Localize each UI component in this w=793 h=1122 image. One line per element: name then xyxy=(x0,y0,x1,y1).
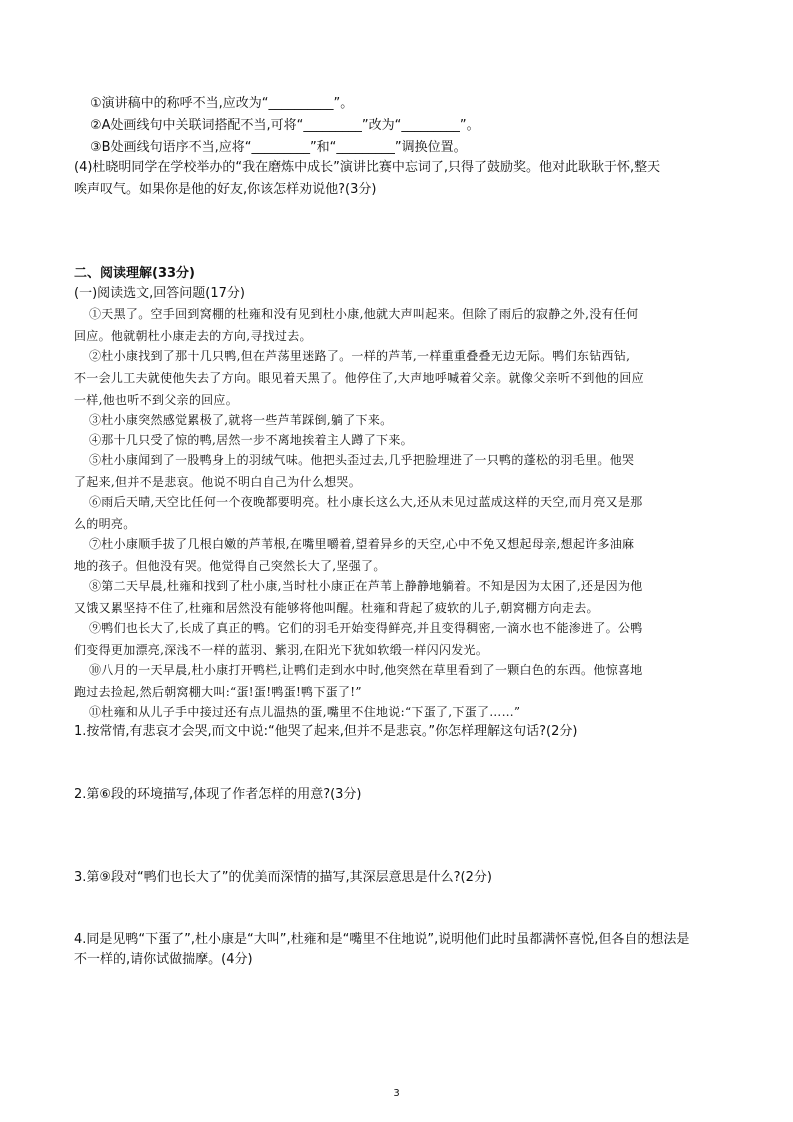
reading-question-3: 3.第⑨段对“鸭们也长大了”的优美而深情的描写,其深层意思是什么?(2分) xyxy=(74,870,492,885)
passage-paragraph-6: ⑥雨后天晴,天空比任何一个夜晚都要明亮。杜小康长这么大,还从未见过蓝成这样的天空,而月亮又是那 xyxy=(89,495,643,509)
passage-paragraph-2-cont: 一样,他也听不到父亲的回应。 xyxy=(74,393,239,407)
reading-question-1: 1.按常情,有悲哀才会哭,而文中说:“他哭了起来,但并不是悲哀。”你怎样理解这句话?(2分) xyxy=(74,724,578,739)
question-4-line-2: 唉声叹气。如果你是他的好友,你该怎样劝说他?(3分) xyxy=(74,182,377,197)
passage-paragraph-11: ⑪杜雍和从儿子手中接过还有点儿温热的蛋,嘴里不住地说:“下蛋了,下蛋了……” xyxy=(89,705,521,719)
passage-paragraph-10: ⑩八月的一天早晨,杜小康打开鸭栏,让鸭们走到水中时,他突然在草里看到了一颗白色的东西。他惊喜地 xyxy=(89,663,643,677)
passage-paragraph-3: ③杜小康突然感觉累极了,就将一些芦苇踩倒,躺了下来。 xyxy=(89,413,393,427)
reading-question-4-line-1: 4.同是见鸭“下蛋了”,杜小康是“大叫”,杜雍和是“嘴里不住地说”,说明他们此时虽都满怀喜悦,但各自的想法是 xyxy=(74,932,690,947)
passage-paragraph-1-cont: 回应。他就朝杜小康走去的方向,寻找过去。 xyxy=(74,329,312,343)
sub-question-3: ③B处画线句语序不当,应将“_________”和“_________”调换位置。 xyxy=(90,140,467,155)
question-4-line-1: (4)杜晓明同学在学校举办的“我在磨炼中成长”演讲比赛中忘词了,只得了鼓励奖。他对此耿耿于怀,整天 xyxy=(74,160,661,175)
passage-paragraph-10-cont: 跑过去捡起,然后朝窝棚大叫:“蛋!蛋!鸭蛋!鸭下蛋了!” xyxy=(74,685,362,699)
passage-paragraph-5: ⑤杜小康闻到了一股鸭身上的羽绒气味。他把头歪过去,几乎把脸埋进了一只鸭的蓬松的羽毛里。他哭 xyxy=(89,453,635,467)
passage-paragraph-7-cont: 地的孩子。但他没有哭。他觉得自己突然长大了,坚强了。 xyxy=(74,559,386,573)
reading-question-2: 2.第⑥段的环境描写,体现了作者怎样的用意?(3分) xyxy=(74,787,362,802)
passage-paragraph-4: ④那十几只受了惊的鸭,居然一步不离地挨着主人蹲了下来。 xyxy=(89,433,413,447)
section-title: 二、阅读理解(33分) xyxy=(74,266,195,281)
passage-paragraph-9: ⑨鸭们也长大了,长成了真正的鸭。它们的羽毛开始变得鲜亮,并且变得稠密,一滴水也不能渗进了。公鸭 xyxy=(89,621,643,635)
sub-question-2: ②A处画线句中关联词搭配不当,可将“_________”改为“_________”。 xyxy=(90,118,480,133)
reading-question-4-line-2: 不一样的,请你试做揣摩。(4分) xyxy=(74,952,253,967)
passage-paragraph-2-cont: 不一会儿工夫就使他失去了方向。眼见着天黑了。他停住了,大声地呼喊着父亲。就像父亲听不到他的回应 xyxy=(74,371,644,385)
passage-paragraph-8: ⑧第二天早晨,杜雍和找到了杜小康,当时杜小康正在芦苇上静静地躺着。不知是因为太困了,还是因为他 xyxy=(89,579,643,593)
passage-paragraph-8-cont: 又饿又累坚持不住了,杜雍和居然没有能够将他叫醒。杜雍和背起了疲软的儿子,朝窝棚方向走去。 xyxy=(74,601,599,615)
passage-paragraph-7: ⑦杜小康顺手拔了几根白嫩的芦苇根,在嘴里嚼着,望着异乡的天空,心中不免又想起母亲,想起许多油麻 xyxy=(89,537,635,551)
passage-paragraph-6-cont: 么的明亮。 xyxy=(74,517,136,531)
passage-paragraph-9-cont: 们变得更加漂亮,深浅不一样的蓝羽、紫羽,在阳光下犹如软缎一样闪闪发光。 xyxy=(74,643,489,657)
section-subtitle: (一)阅读选文,回答问题(17分) xyxy=(74,286,245,301)
passage-paragraph-1: ①天黑了。空手回到窝棚的杜雍和没有见到杜小康,他就大声叫起来。但除了雨后的寂静之外,没有任何 xyxy=(89,307,639,321)
passage-paragraph-2: ②杜小康找到了那十几只鸭,但在芦荡里迷路了。一样的芦苇,一样重重叠叠无边无际。鸭们东钻西钻, xyxy=(89,349,631,363)
page-number: 3 xyxy=(393,1088,400,1099)
sub-question-1: ①演讲稿中的称呼不当,应改为“__________”。 xyxy=(90,96,354,111)
passage-paragraph-5-cont: 了起来,但并不是悲哀。他说不明白自己为什么想哭。 xyxy=(74,475,362,489)
